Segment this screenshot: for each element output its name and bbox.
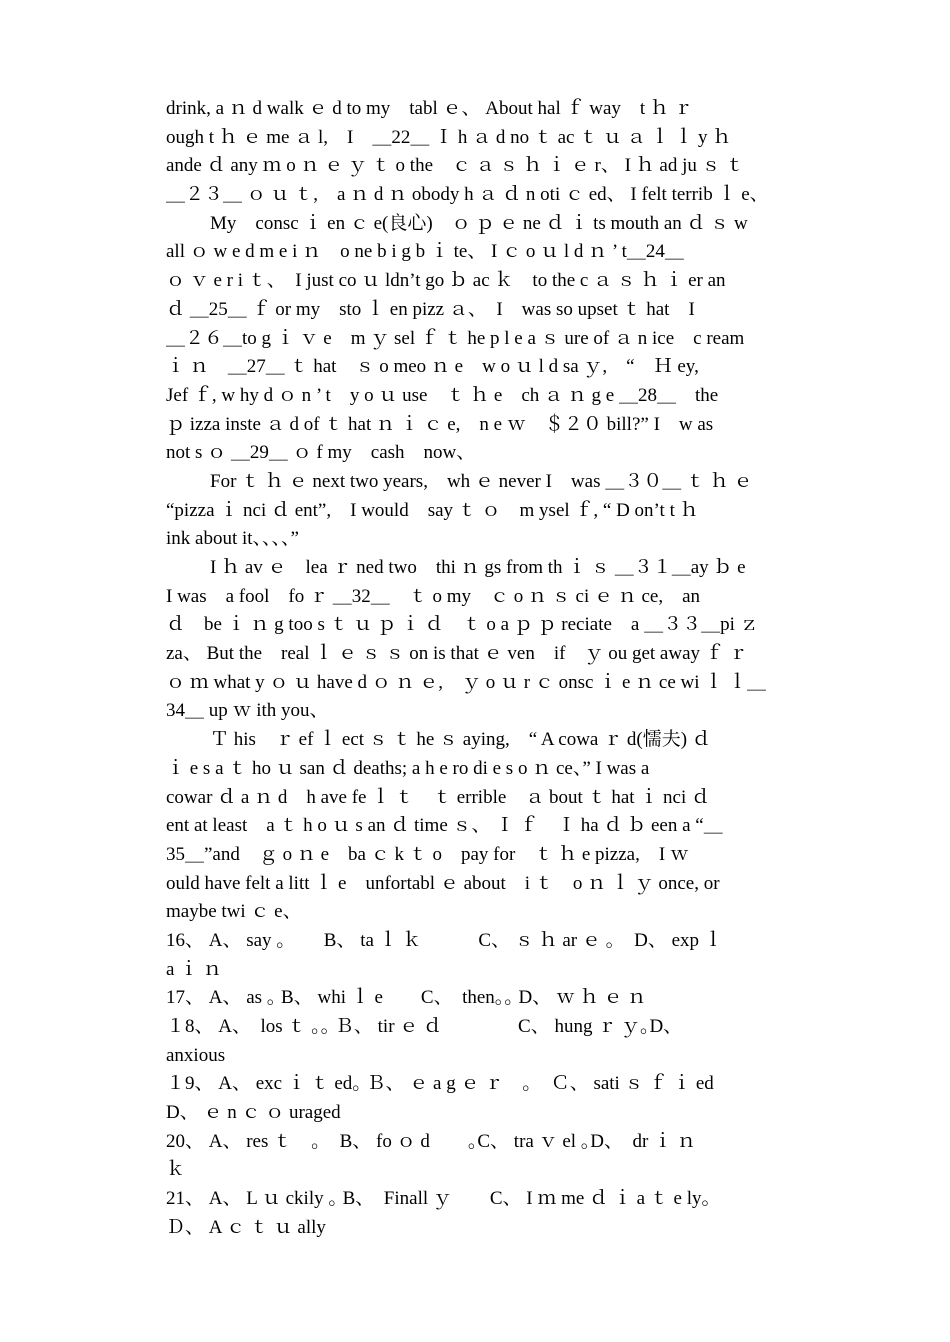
question-line: ｋ — [166, 1159, 186, 1181]
passage-line: ｐ izza inste ａ d of ｔ hat ｎ ｉ ｃ e, n e ｗ ＄２０ bill?” I w as — [166, 413, 714, 435]
question-line: 20、 A、 res ｔ ｡ B、 fo ｏ d ｡C、 tra ｖ el ｡D、 dr ｉ ｎ — [166, 1130, 696, 1152]
passage-line: ink about it、、、、” — [166, 528, 299, 550]
passage-line: “pizza ｉ nci ｄ ent”, I would say ｔ ｏ m ysel ｆ, “ D on’t t ｈ — [166, 499, 699, 521]
paragraph-start: I ｈ av ｅ lea ｒ ned two thi ｎ gs from th ｉ ｓ ＿３１＿ay ｂ e — [210, 557, 746, 578]
paragraph-start: For ｔ ｈ ｅ next two years, wh ｅ never I was ＿３０＿ ｔ ｈ ｅ — [210, 470, 753, 492]
question-line: 21、 A、 L ｕ ckily ｡ B、 Finall ｙ C、 I ｍ me ｄ ｉ a ｔ e ly｡ — [166, 1188, 711, 1210]
passage-line: ent at least a ｔ h o ｕ s an ｄ time ｓ、 Ｉ ｆ Ｉ ha ｄ ｂ een a “＿ — [166, 815, 723, 837]
question-line: １9、 A、 exc ｉ ｔ ed｡ Ｂ、 ｅ a g ｅ ｒ ｡ Ｃ、 sati ｓ ｆ ｉ ed — [166, 1073, 714, 1095]
document-text — [166, 95, 816, 1243]
passage-line: 34＿ up ｗ ith you、 — [166, 700, 329, 722]
passage-line: ＿２３＿ ｏ ｕ ｔ, a ｎ d ｎ obody h ａ ｄ n oti ｃ ed、 I felt terrib ｌ e、 — [166, 184, 769, 206]
passage-line: ould have felt a litt ｌ e unfortabl ｅ about i ｔ o ｎ ｌ ｙ once, or — [166, 872, 720, 894]
passage-line: 35＿”and ｇ o ｎ e ba ｃ k ｔ o pay for ｔ ｈ e pizza, I ｗ — [166, 843, 689, 865]
question-line: 17、 A、 as ｡ B、 whi ｌ e C、 then｡｡ D、 ｗ ｈ ｅ ｎ — [166, 987, 647, 1009]
passage-line: ｏ ｍ what y ｏ ｕ have d ｏ ｎ ｅ, ｙ o ｕ r ｃ onsc ｉ e ｎ ce wi ｌ ｌ＿ — [166, 671, 767, 693]
question-line: １8、 A、 los ｔ ｡｡ Ｂ、 tir ｅ ｄ C、 hung ｒ ｙ｡D、 — [166, 1016, 683, 1037]
question-line: a ｉ ｎ — [166, 958, 222, 980]
paragraph-start: Ｔ his ｒ ef ｌ ect ｓ ｔ he ｓ aying, “ A cowa ｒ d(懦夫) ｄ — [210, 729, 711, 751]
passage-line: ｄ ＿25＿ ｆ or my sto ｌ en pizz ａ、 I was so upset ｔ hat I — [166, 298, 695, 320]
passage-line: I was a fool fo ｒ ＿32＿ ｔ o my ｃ o ｎ ｓ ci ｅ ｎ ce, an — [166, 585, 701, 607]
passage-line: ｄ be ｉ ｎ g too s ｔ ｕ ｐ ｉ ｄ ｔ o a ｐ ｐ reciate a ＿３３＿pi ｚ — [166, 614, 759, 636]
passage-line: Jef ｆ, w hy d ｏ n ’ t y o ｕ use ｔ ｈ e ch ａ ｎ g e ＿28＿ the — [166, 384, 719, 406]
passage-line: ｉ e s a ｔ ho ｕ san ｄ deaths; a h e ro di e s o ｎ ce、” I was a — [166, 757, 650, 779]
passage-line: ｏ ｖ e r i ｔ、 I just co ｕ ldn’t go ｂ ac ｋ to the c ａ ｓ ｈ ｉ er an — [166, 270, 726, 292]
question-line: anxious — [166, 1044, 226, 1066]
passage-line: za、 But the real ｌ ｅ ｓ ｓ on is that ｅ ven if ｙ ou get away ｆ ｒ — [166, 643, 748, 665]
passage-line: drink, a ｎ d walk ｅ d to my tabl ｅ、 About hal ｆ way t ｈ ｒ — [166, 98, 693, 119]
passage-line: ande ｄ any ｍ o ｎ ｅ ｙ ｔ o the ｃ ａ ｓ ｈ ｉ ｅ r、 I ｈ ad ju ｓ ｔ — [166, 155, 745, 177]
passage-line: ｉ ｎ ＿27＿ ｔ hat ｓ o meo ｎ e w o ｕ l d sa ｙ, “ Ｈ ey, — [166, 356, 699, 378]
paragraph-start: My consc ｉ en ｃ e(良心) ｏ ｐ ｅ ne ｄ ｉ ts mouth an ｄ ｓ w — [210, 212, 748, 234]
question-line: D、 ｅ n ｃ ｏ uraged — [166, 1102, 341, 1124]
question-line: Ｄ、 A ｃ ｔ ｕ ally — [166, 1216, 326, 1238]
passage-line: ough t ｈ ｅ me ａ l, I ＿22＿ Ｉ h ａ d no ｔ ac ｔ ｕ ａ ｌ ｌ y ｈ — [166, 126, 732, 148]
passage-line: maybe twi ｃ e、 — [166, 901, 302, 923]
passage-line: cowar ｄ a ｎ d h ave fe ｌ ｔ ｔ errible ａ bout ｔ hat ｉ nci ｄ — [166, 786, 711, 808]
passage-line: all ｏ w e d m e i ｎ o ne b i g b ｉ te、 I ｃ o ｕ l d ｎ ’ t＿24＿ — [166, 241, 684, 263]
passage-line: ＿２６＿to g ｉ ｖ e m ｙ sel ｆ ｔ he p l e a ｓ ure of ａ n ice c ream — [166, 327, 745, 349]
passage-line: not s ｏ ＿29＿ ｏ f my cash now、 — [166, 442, 476, 464]
question-line: 16、 A、 say ｡ B、 ta ｌ ｋ C、 ｓ ｈ ar ｅ ｡ D、 exp ｌ — [166, 929, 723, 951]
